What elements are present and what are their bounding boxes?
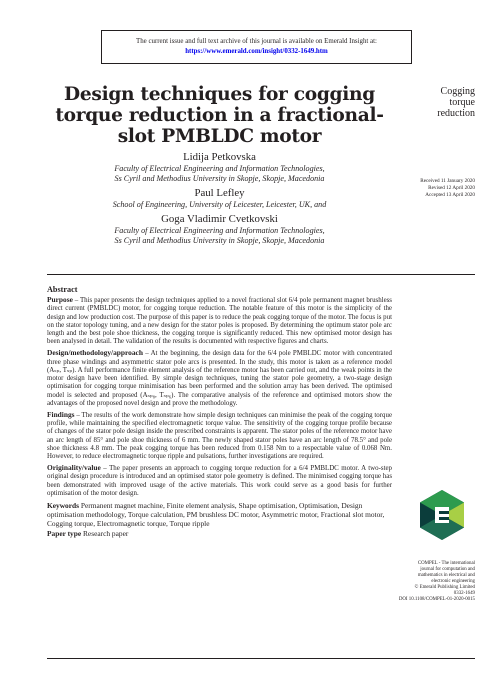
received-date: Received 11 January 2020 <box>420 178 475 184</box>
section-divider <box>47 274 475 275</box>
journal-citation <box>396 561 475 603</box>
abstract-findings <box>47 411 392 462</box>
revised-date: Revised 12 April 2020 <box>428 185 475 191</box>
abstract-purpose <box>47 296 392 347</box>
affiliation-line: Ss Cyril and Methodius University in Skopje, Skopje, Macedonia <box>114 236 325 245</box>
affiliation-line: Faculty of Electrical Engineering and Information Technologies, <box>114 164 325 173</box>
author-affiliation <box>74 164 365 184</box>
citation-line: 0332-1649 <box>453 591 475 596</box>
paper-type <box>47 529 392 538</box>
citation-line: DOI 10.1108/COMPEL-01-2020-0015 <box>398 597 475 602</box>
keywords-label: Keywords <box>47 500 80 510</box>
journal-url-link[interactable]: https://www.emerald.com/insight/0332-1649.htm <box>185 48 328 55</box>
citation-line: journal for computation and <box>420 567 475 572</box>
author-name: Paul Lefley <box>194 187 245 199</box>
emerald-publishing-logo-icon <box>420 490 464 540</box>
author-name: Goga Vladimir Cvetkovski <box>161 213 278 225</box>
author-affiliation <box>74 200 365 210</box>
running-head <box>420 86 475 119</box>
abstract-heading: Abstract <box>47 285 78 294</box>
keywords-text: Permanent magnet machine, Finite element analysis, Shape optimisation, Optimisation, Design optimisation methodology, Torque calculation, PM brushless DC motor, Asymmetric motor, Fractional slot motor, Cogging torque, Electromagnetic torque, Torque ripple <box>47 500 385 528</box>
purpose-label: Purpose <box>47 295 73 304</box>
running-head-line: reduction <box>437 108 475 119</box>
paper-type-label: Paper type <box>47 528 82 538</box>
affiliation-line: School of Engineering, University of Leicester, Leicester, UK, and <box>112 200 327 209</box>
citation-line: © Emerald Publishing Limited <box>414 585 475 590</box>
running-head-line: torque <box>449 97 475 108</box>
paper-type-text: Research paper <box>81 528 129 538</box>
abstract-design <box>47 349 392 408</box>
design-text: – At the beginning, the design data for the 6/4 pole PMBLDC motor with concentrated three phase windings and asymmetric stator pole arcs is presented. In the study, this motor is taken as a reference model (Aₛₚ, Tₛₚ). A full performance finite element analysis of the reference motor has been carried out, and the weak points in the motor design have been identified. By simple design techniques, tuning the stator pole geometry, a two-stage design optimisation for cogging torque minimisation has been performed and the solution array has been derived. The optimised model is selected and proposed (Aₛₚ₈, Tₛₚ₆). The comparative analysis of the reference and optimised motors show the advantages of the proposed novel design and prove the methodology. <box>47 350 392 408</box>
author-list <box>74 151 365 249</box>
purpose-text: – This paper presents the design techniques applied to a novel fractional slot 6/4 pole permanent magnet brushless direct current (PMBLDC) motor, for cogging torque reduction. The notable feature of this motor is the simplicity of the design and low production cost. The purpose of this paper is to reduce the peak cogging torque of the motor. The focus is put on the stator topology tuning, and a new design for the stator poles is proposed. By determining the optimum stator pole arc length and the best pole shoe thickness, the cogging torque is significantly reduced. This new optimised motor design has been analysed in detail. The validation of the results is documented with respective figures and charts. <box>47 297 392 346</box>
findings-label: Findings <box>47 409 75 419</box>
access-notice <box>101 30 412 64</box>
abstract <box>47 284 392 538</box>
notice-text: The current issue and full text archive of this journal is available on Emerald Insight at: <box>136 38 377 45</box>
citation-line: mathematics in electrical and <box>417 573 475 578</box>
affiliation-line: Ss Cyril and Methodius University in Skopje, Skopje, Macedonia <box>114 174 325 183</box>
affiliation-line: Faculty of Electrical Engineering and Information Technologies, <box>114 226 325 235</box>
citation-line: COMPEL - The international <box>417 561 475 566</box>
running-head-line: Cogging <box>440 86 475 97</box>
findings-text: – The results of the work demonstrate how simple design techniques can minimise the peak of the cogging torque profile, while maintaining the specified electromagnetic torque value. The sensitivity of the cogging torque profile because of changes of the stator pole design inside the prescribed constraints is apparent. The stator poles of the reference motor have an arc length of 85° and pole shoe thickness of 6 mm. The newly shaped stator poles have an arc length of 78.5° and pole shoe thickness 4.8 mm. The peak cogging torque has been reduced from 0.158 Nm to a respectable value of 0.068 Nm. However, to reduce electromagnetic torque ripple and pulsations, further investigations are required. <box>47 411 392 461</box>
author-name: Lidija Petkovska <box>183 151 256 163</box>
abstract-originality <box>47 464 392 498</box>
author-affiliation <box>74 226 365 246</box>
originality-text: – The paper presents an approach to cogging torque reduction for a 6/4 PMBLDC motor. A two-step original design procedure is introduced and an optimised stator pole geometry is defined. The minimised cogging torque has been demonstrated with improved usage of the active materials. This work could serve as a good basis for further optimisation of the motor design. <box>47 465 392 498</box>
accepted-date: Accepted 13 April 2020 <box>425 192 475 198</box>
citation-line: electronic engineering <box>431 579 475 584</box>
bottom-rule <box>47 658 475 659</box>
design-label: Design/methodology/approach <box>47 348 143 358</box>
originality-label: Originality/value <box>47 463 101 473</box>
keywords <box>47 501 392 528</box>
article-title: Design techniques for cogging torque reduction in a fractional-slot PMBLDC motor <box>55 84 384 147</box>
article-dates <box>402 178 475 199</box>
